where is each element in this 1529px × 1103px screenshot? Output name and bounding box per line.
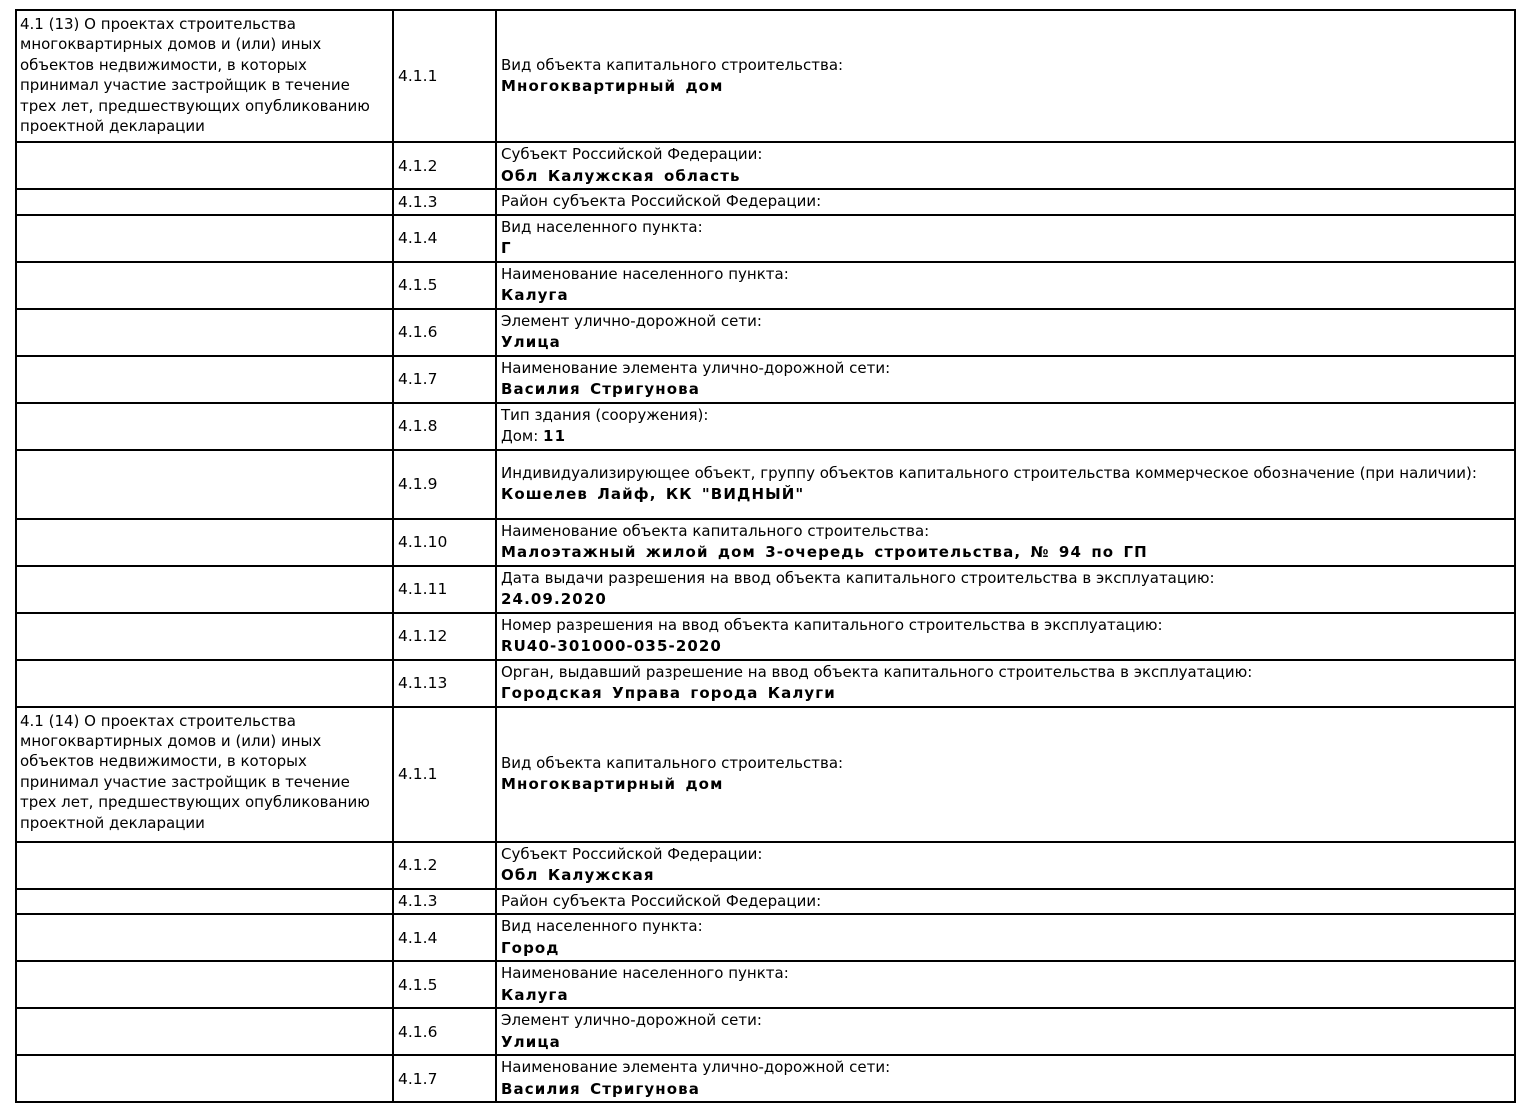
row-number: 4.1.2: [392, 843, 497, 888]
field-value: Кошелев Лайф, КК "ВИДНЫЙ": [501, 485, 805, 503]
row-number: 4.1.3: [392, 190, 497, 214]
section-description-empty: [17, 1056, 392, 1101]
field-value: Обл Калужская: [501, 866, 655, 884]
field-value-bold: 11: [543, 427, 567, 445]
field-cell: [497, 357, 1514, 402]
field-label: Район субъекта Российской Федерации:: [501, 192, 822, 210]
field-cell: [497, 190, 1514, 214]
section-description-empty: [17, 404, 392, 449]
field-value: Городская Управа города Калуги: [501, 684, 836, 702]
field-cell: [497, 915, 1514, 960]
field-label: Субъект Российской Федерации:: [501, 145, 763, 163]
field-value: 24.09.2020: [501, 590, 607, 608]
section-description-empty: [17, 962, 392, 1007]
field-label: Субъект Российской Федерации:: [501, 844, 763, 863]
field-cell: [497, 843, 1514, 888]
table-row: [17, 449, 1514, 518]
row-number: 4.1.3: [392, 890, 497, 914]
field-cell: [497, 614, 1514, 659]
table-row: [17, 518, 1514, 565]
section-description: 4.1 (14) О проектах строительства многоквартирных домов и (или) иных объектов недвижимости, в которых принимал участие застройщик в течение трех лет, предшествующих опубликованию проектной декларации: [20, 711, 370, 832]
field-label: Тип здания (сооружения):: [501, 405, 709, 424]
field-cell: [497, 1009, 1514, 1054]
field-cell: [497, 890, 1514, 914]
section-description-empty: [17, 143, 392, 188]
field-label: Наименование элемента улично-дорожной сети:: [501, 358, 891, 377]
declaration-table: [15, 9, 1516, 1103]
field-label: Орган, выдавший разрешение на ввод объекта капитального строительства в эксплуатацию:: [501, 662, 1253, 681]
section-description-empty: [17, 451, 392, 518]
row-number: 4.1.1: [392, 11, 497, 141]
field-value: Г: [501, 239, 512, 257]
field-label: Элемент улично-дорожной сети:: [501, 1011, 762, 1029]
section-description-empty: [17, 843, 392, 888]
field-value: Малоэтажный жилой дом 3-очередь строительства, № 94 по ГП: [501, 543, 1148, 561]
table-row: [17, 141, 1514, 188]
row-number: 4.1.12: [392, 614, 497, 659]
section-description-empty: [17, 190, 392, 214]
row-number: 4.1.7: [392, 357, 497, 402]
row-number: 4.1.2: [392, 143, 497, 188]
row-number: 4.1.1: [392, 708, 497, 841]
row-number: 4.1.9: [392, 451, 497, 518]
table-row: [17, 1007, 1514, 1054]
section-description: 4.1 (13) О проектах строительства многоквартирных домов и (или) иных объектов недвижимости, в которых принимал участие застройщик в течение трех лет, предшествующих опубликованию проектной декларации: [20, 15, 370, 136]
field-label: Район субъекта Российской Федерации:: [501, 891, 822, 910]
section-description-empty: [17, 614, 392, 659]
field-value: Обл Калужская область: [501, 166, 741, 185]
field-cell: [497, 216, 1514, 261]
row-number: 4.1.10: [392, 520, 497, 565]
section-description-empty: [17, 661, 392, 706]
table-row: [17, 188, 1514, 214]
section-description-empty: [17, 263, 392, 308]
table-row: [17, 612, 1514, 659]
field-cell: [497, 143, 1514, 188]
field-label: Дата выдачи разрешения на ввод объекта капитального строительства в эксплуатацию:: [501, 568, 1215, 587]
field-cell: [497, 567, 1514, 612]
field-value: RU40-301000-035-2020: [501, 637, 722, 655]
field-cell: [497, 708, 1514, 841]
table-row: [17, 261, 1514, 308]
row-number: 4.1.5: [392, 962, 497, 1007]
field-label: Вид объекта капитального строительства:: [501, 753, 844, 772]
field-value: Калуга: [501, 286, 569, 304]
section-description-empty: [17, 357, 392, 402]
section-description-empty: [17, 310, 392, 355]
table-row: [17, 565, 1514, 612]
table-row: [17, 11, 1514, 141]
section-description-empty: [17, 567, 392, 612]
field-value: Василия Стригунова: [501, 380, 700, 398]
field-value: [501, 426, 1506, 448]
table-row: [17, 888, 1514, 914]
field-value: Василия Стригунова: [501, 1079, 700, 1098]
field-value: Многоквартирный дом: [501, 77, 724, 95]
section-description-empty: [17, 1009, 392, 1054]
row-number: 4.1.6: [392, 1009, 497, 1054]
field-cell: [497, 11, 1514, 141]
field-cell: [497, 1056, 1514, 1101]
row-number: 4.1.8: [392, 404, 497, 449]
field-label: Вид населенного пункта:: [501, 217, 703, 236]
field-value: Улица: [501, 333, 561, 351]
row-number: 4.1.11: [392, 567, 497, 612]
table-row: [17, 659, 1514, 706]
section-description-empty: [17, 216, 392, 261]
field-value: Калуга: [501, 985, 569, 1004]
row-number: 4.1.13: [392, 661, 497, 706]
field-value-prefix: Дом:: [501, 427, 544, 445]
table-row: [17, 308, 1514, 355]
field-label: Вид населенного пункта:: [501, 917, 703, 935]
field-cell: [497, 310, 1514, 355]
section-description-empty: [17, 520, 392, 565]
field-label: Наименование элемента улично-дорожной сети:: [501, 1058, 891, 1076]
table-row: [17, 402, 1514, 449]
table-row: [17, 214, 1514, 261]
section-description-empty: [17, 890, 392, 914]
table-row: [17, 706, 1514, 841]
table-row: [17, 355, 1514, 402]
field-cell: [497, 962, 1514, 1007]
field-label: Вид объекта капитального строительства:: [501, 55, 844, 74]
field-value: Многоквартирный дом: [501, 775, 724, 793]
field-cell: [497, 661, 1514, 706]
section-description-empty: [17, 915, 392, 960]
field-value: Город: [501, 938, 560, 957]
table-row: [17, 1054, 1514, 1101]
row-number: 4.1.4: [392, 915, 497, 960]
table-row: [17, 841, 1514, 888]
field-label: Индивидуализирующее объект, группу объектов капитального строительства коммерческое обозначение (при наличии):: [501, 463, 1477, 482]
field-cell: [497, 263, 1514, 308]
table-row: [17, 913, 1514, 960]
row-number: 4.1.4: [392, 216, 497, 261]
row-number: 4.1.6: [392, 310, 497, 355]
field-label: Наименование объекта капитального строительства:: [501, 521, 930, 540]
field-label: Наименование населенного пункта:: [501, 264, 789, 283]
row-number: 4.1.5: [392, 263, 497, 308]
field-label: Номер разрешения на ввод объекта капитального строительства в эксплуатацию:: [501, 615, 1163, 634]
field-label: Наименование населенного пункта:: [501, 964, 789, 982]
field-label: Элемент улично-дорожной сети:: [501, 311, 762, 330]
field-cell: [497, 520, 1514, 565]
field-cell: [497, 451, 1514, 518]
field-cell: [497, 404, 1514, 449]
row-number: 4.1.7: [392, 1056, 497, 1101]
field-value: Улица: [501, 1032, 561, 1051]
table-row: [17, 960, 1514, 1007]
